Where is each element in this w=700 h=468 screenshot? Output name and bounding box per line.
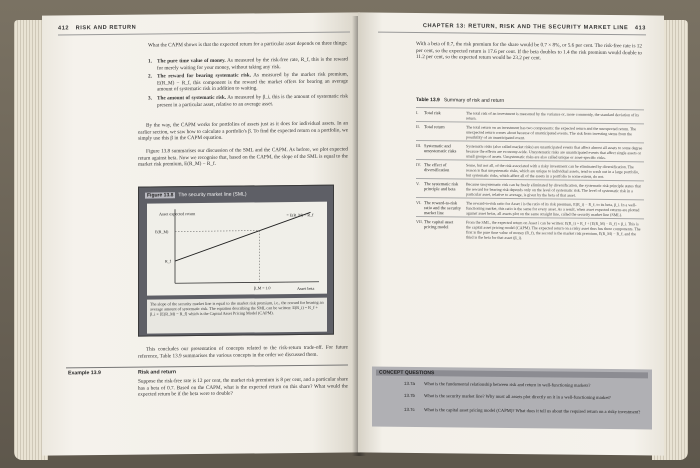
capm-list <box>148 56 348 110</box>
table-row: I. Total risk The total risk of an investment is measured by the variance or, more commonly, the standard deviation of its return. <box>416 107 644 123</box>
concept-questions-title: CONCEPT QUESTIONS <box>376 370 648 379</box>
market-return-guide <box>175 231 260 232</box>
slope-annotation: = E(R_M) − R_f <box>286 212 314 218</box>
figure-title: The security market line (SML) <box>178 191 247 199</box>
figure-13-8 <box>138 185 334 337</box>
figure-caption <box>145 192 246 199</box>
x-tick-market-beta: β_M = 1.0 <box>253 285 271 291</box>
table-row: III. Systematic and unsystematic risks Systematic risks (also called market risks) are unanticipated events that affect almost all assets to some degree because the effects are economy-wide. Unsystematic risks are unanticipated events that affect single assets or small groups of assets. Unsystematic risks are also called unique or asset-specific risks. <box>416 140 644 161</box>
paragraph-portfolios: By the way, the CAPM works for portfolios of assets just as it does for individual assets. In an earlier section, we saw how to calculate a portfolio's β. To find the expected return on a portfolio, we simply use this β in the CAPM equation. <box>138 120 348 142</box>
capm-intro: What the CAPM shows is that the expected return for a particular asset depends on three things: <box>148 40 348 49</box>
table-label: Table 13.9 <box>416 97 440 104</box>
example-top-rule <box>66 364 348 368</box>
sml-line <box>175 212 311 261</box>
right-page <box>358 12 664 455</box>
figure-description: The slope of the security market line is equal to the market risk premium, i.e., the reward for bearing an average amount of systematic risk. The equation describing the SML can be written: E(R_i) = R_f + β_i × [E(R_M) − R_f] which is the Capital Asset Pricing Model (CAPM). <box>147 298 327 334</box>
table-row: VI. The reward-to-risk ratio and the security market line The reward-to-risk ratio for Asset i is the ratio of its risk premium, E(R_i) − R_f, to its beta, β_i. In a well-functioning market, this ratio is the same for every asset. As a result, when asset expected returns are plotted against asset betas, all assets plot on the same straight line, called the security market line (SML). <box>416 197 644 218</box>
table-row: II. Total return The total return on an investment has two components: the expected return and the unexpected return. The unexpected return comes about because of unanticipated events. The risk from investing stems from the possibility of an unanticipated event. <box>416 121 644 142</box>
right-header-rule <box>378 32 646 36</box>
y-tick-market-return: E(R_M) <box>155 229 169 235</box>
paragraph-figure-summary: Figure 13.8 summarises our discussion of the SML and the CAPM. As before, we plot expected return against beta. Now we recognise that, based on the CAPM, the slope of the SML is equal to the market risk premium, E(R_M) − R_f. <box>138 146 348 168</box>
table-title: Summary of risk and return <box>443 97 505 104</box>
concept-questions-box <box>372 367 652 430</box>
concept-question: 13.7a What is the fundamental relationship between risk and return in well-functioning markets? <box>404 380 591 388</box>
summary-table <box>416 107 644 242</box>
concept-question: 13.7b What is the security market line? Why must all assets plot directly on it in a well-functioning market? <box>404 392 611 401</box>
right-running-title: CHAPTER 13: RETURN, RISK AND THE SECURITY MARKET LINE <box>422 23 629 32</box>
example-label: Example 13.9 <box>68 370 101 377</box>
left-page-number: 412 <box>58 25 70 32</box>
list-item: 2. The reward for bearing systematic risk. As measured by the market risk premium, E(R_M) − R_f, this component is the reward the market offers for bearing an average amount of systematic risk in addition to waiting. <box>148 71 348 93</box>
list-item: 3. The amount of systematic risk. As measured by β_i, this is the amount of systematic risk present in a particular asset, relative to an average asset. <box>148 93 349 109</box>
paragraph-conclusion: This concludes our presentation of concepts related to the risk-return trade-off. For future reference, Table 13.9 summarises the various concepts in the order we discussed them. <box>138 344 348 360</box>
example-title: Risk and return <box>138 369 177 376</box>
left-header-rule <box>58 31 350 35</box>
table-caption <box>416 97 504 104</box>
x-axis-label: Asset beta <box>297 285 315 291</box>
list-item: 1. The pure time value of money. As measured by the risk-free rate, R_f, this is the reward for merely waiting for your money, without taking any risk. <box>148 56 348 72</box>
x-axis <box>175 282 319 284</box>
y-axis-label: Asset expected return <box>159 211 196 217</box>
left-running-title: RISK AND RETURN <box>75 24 137 32</box>
figure-label: Figure 13.8 <box>147 192 174 199</box>
table-row: IV. The effect of diversification Some, but not all, of the risk associated with a risky investment can be eliminated by diversification. The reason is that unsystematic risks, which are unique to individual assets, tend to wash out in a large portfolio, but systematic risks, which affect all of the assets in a portfolio to some extent, do not. <box>416 159 644 180</box>
example-text: Suppose the risk-free rate is 12 per cent, the market risk premium is 8 per cent, and a particular share has a beta of 0.7. Based on the CAPM, what is the expected return on this share? What would the expected return be if the beta were to double? <box>138 376 348 398</box>
left-page <box>42 12 360 455</box>
right-page-number: 413 <box>634 25 646 32</box>
open-book <box>8 6 692 464</box>
table-row: V. The systematic risk principle and beta Because unsystematic risk can be freely eliminated by diversification, the systematic risk principle states that the reward for bearing risk depends only on the level of systematic risk. The level of systematic risk in a particular asset, relative to average, is given by the beta of that asset. <box>416 178 644 199</box>
left-running-head <box>58 25 136 32</box>
right-running-head <box>423 23 646 31</box>
concept-question: 13.7c What is the capital asset pricing model (CAPM)? What does it tell us about the required return on a risky investment? <box>404 406 641 415</box>
sml-chart <box>147 202 327 296</box>
y-tick-risk-free: R_f <box>165 258 171 264</box>
table-row: VII. The capital asset pricing model From the SML, the expected return on Asset i can be written: E(R_i) = R_f + [E(R_M) − R_f] × β_i. This is the capital asset pricing model (CAPM). The expected return on a risky asset thus has three components. The first is the pure time value of money (R_f), the second is the market risk premium, E(R_M) − R_f, and the third is the beta for that asset (β_i). <box>416 216 644 242</box>
example-solution: With a beta of 0.7, the risk premium for the share would be 0.7 × 8%, or 5.6 per cent. The risk-free rate is 12 per cent, so the expected return is 17.6 per cent. If the beta doubles to 1.4 the risk premium would double to 11.2 per cent, so the expected return would be 23.2 per cent. <box>416 41 642 62</box>
